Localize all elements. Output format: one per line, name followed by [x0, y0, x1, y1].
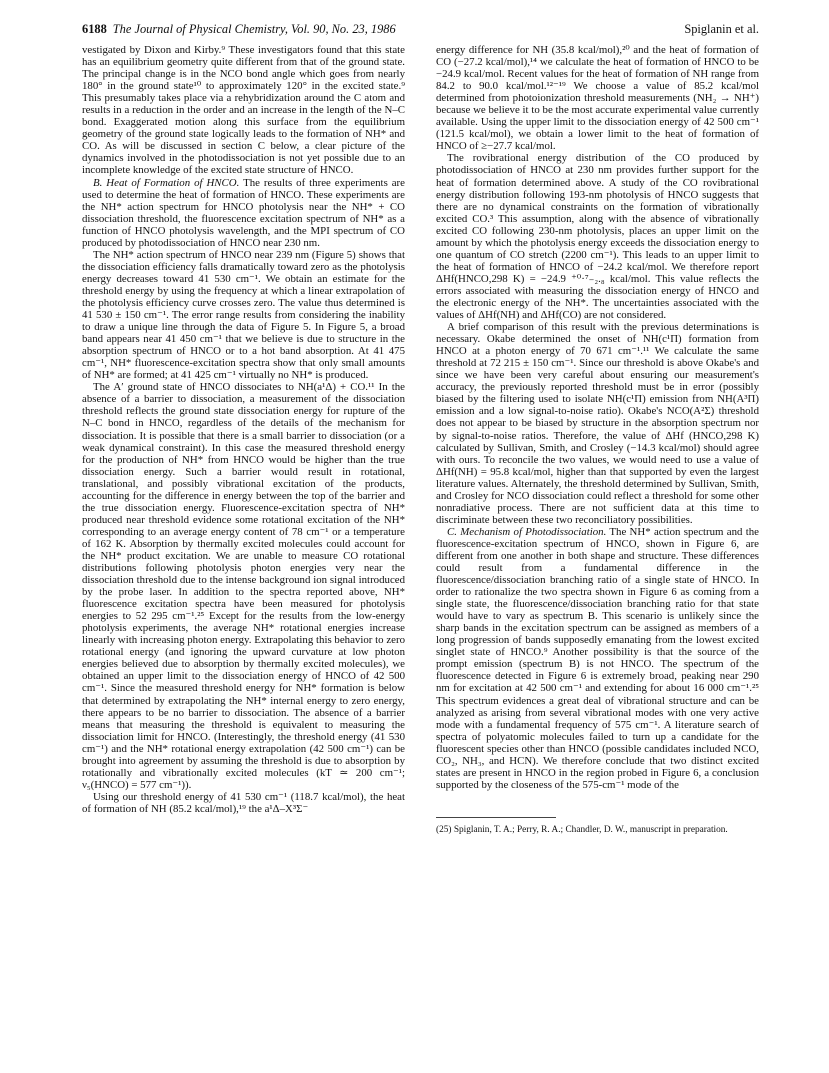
- paragraph-text: Using our threshold energy of 41 530 cm⁻¹ (118.7 kcal/mol), the heat of formation of NH (85.2 kcal/mol),¹⁹ the a¹Δ–X³Σ⁻: [82, 790, 405, 815]
- footnote-rule: [436, 817, 556, 822]
- paragraph-text: The A′ ground state of HNCO dissociates to NH(a¹Δ) + CO.¹¹ In the absence of a barrier to dissociation, a measurement of the dissociation threshold reflects the ground state dissociation energy for rupture of the N–C bond in HNCO, regardless of the details of the mechanism for dissociation. It is possible that there is a small barrier to dissociation (or a weak dynamical constraint). In this case the measured threshold energy for the production of NH* from HNCO would be higher than the true dissociation energy. Such a barrier would result in rotational, translational, and possibly vibrational excitation of the products, accounting for the difference in energy between the top of the barrier and the true dissociation energy. Fluorescence-excitation spectra of NH* produced near threshold evidence some rotational excitation of the NH* corresponding to an average energy content of 78 cm⁻¹ or a temperature of 162 K. Absorption by thermally excited molecules could account for the NH* product excitation. We are unable to measure CO rotational distributions following photolysis photon energies very near the dissociation threshold due to the intense background ion signal introduced by the probe laser. In addition to the spectra reported above, NH* fluorescence excitation spectra have been measured for photolysis energies to 52 295 cm⁻¹.²⁵ Except for the results from the low-energy photolysis experiments, the average NH* rotational energies increase linearly with increasing photon energy. Extrapolating this behavior to zero rotational energy (and ignoring the upward curvature at low photon energies believed due to absorption by thermally excited molecules), we obtained an upper limit to the dissociation energy of HNCO of 42 500 cm⁻¹. Since the measured threshold energy for NH* formation is below that determined by extrapolating the NH* internal energy to zero energy, there appears to be no barrier to dissociation. The absence of a barrier means that measuring the threshold is equivalent to measuring the dissociation limit for HNCO. (Interestingly, the threshold energy (41 530 cm⁻¹) and the NH* rotational energy extrapolation (42 500 cm⁻¹) can be brought into agreement by assuming the threshold is due to absorption by rotationally and vibrationally excited molecules (kT ≃ 200 cm⁻¹; ν₅(HNCO) = 577 cm⁻¹)).: [82, 381, 405, 791]
- right-column: [436, 44, 759, 835]
- paragraph: [436, 44, 759, 152]
- paragraph: [82, 381, 405, 791]
- paragraph-text: A brief comparison of this result with the previous determinations is necessary. Okabe determined the onset of NH(c¹Π) formation from HNCO at a photon energy of 70 671 cm⁻¹.¹¹ We calculate the same threshold at 72 215 ± 150 cm⁻¹. Since our threshold is above Okabe's and since we have been very careful about ensuring our measurement's accuracy, the previously reported threshold must be in error (possibly biased by the filtering used to isolate NH(c¹Π) emission from NH(A³Π) emission and a low signal-to-noise ratio). Okabe's NCO(A²Σ) threshold does not appear to be biased by structure in the absorption spectrum nor by signal-to-noise ratios. Therefore, the value of ΔHf (HNCO,298 K) calculated by Sullivan, Smith, and Crosley (−14.3 kcal/mol) should agree with ours. To reconcile the two values, we would need to use a value of ΔHf(NH) = 95.8 kcal/mol, higher than that supported by even the largest literature values. Alternately, the threshold determined by Sullivan, Smith, and Crosley for NCO dissociation could reflect a threshold for some other nonradiative process. There are not sufficient data at this time to discriminate between these two reconciliatory possibilities.: [436, 321, 759, 526]
- paragraph: [436, 321, 759, 526]
- running-authors: Spiglanin et al.: [684, 22, 759, 36]
- paragraph-text: vestigated by Dixon and Kirby.⁹ These investigators found that this state has an equilibrium geometry quite different from that of the ground state. The principal change is in the NCO bond angle which goes from nearly 180° in the ground state¹⁰ to approximately 120° in the excited state.⁹ This presumably takes place via a rehybridization around the C atom and results in a reduction in the order and an increase in the length of the N–C bond. Exaggerated motion along this surface from the equilibrium geometry of the ground state logically leads to the formation of NH* and CO. As will be discussed in section C below, a clear picture of the dynamics involved in the photodissociation is not yet possible due to an incomplete knowledge of the excited state structure of HNCO.: [82, 44, 405, 177]
- paragraph-text: The NH* action spectrum and the fluorescence-excitation spectrum of HNCO, shown in Figure 6, are different from one another in both shape and structure. These differences could result from a fundamental difference in the fluorescence/dissociation branching ratio of a single state of HNCO. In order to rationalize the two spectra shown in Figure 6 as coming from a single state, the fluorescence/dissociation branching ratio for that state would have to vary as spectrum B. This scenario is unlikely since the sharp bands in the excitation spectrum can be assigned as members of a long progression of bands supposedly emanating from the lowest excited singlet state of HNCO.⁹ Another possibility is that the source of the prompt emission (spectrum B) is not HNCO. The spectrum of the fluorescence detected in Figure 6 is extremely broad, peaking near 290 nm for excitation at 42 500 cm⁻¹ and extending for about 16 000 cm⁻¹.²⁵ This spectrum evidences a great deal of vibrational structure and can be analyzed as arising from several vibrational modes with one very active mode with a fundamental frequency of 575 cm⁻¹. A literature search of spectra of polyatomic molecules failed to turn up a candidate for the fluorescent species other than HNCO (possible candidates included NCO, CO₂, NH₃, and HCN). We therefore conclude that two distinct excited states are present in HNCO in the region probed in Figure 6, a conclusion supported by the closeness of the 575-cm⁻¹ mode of the: [436, 525, 759, 791]
- section-heading: B. Heat of Formation of HNCO.: [93, 176, 240, 189]
- paragraph-text: The NH* action spectrum of HNCO near 239 nm (Figure 5) shows that the dissociation efficiency falls dramatically toward zero as the photolysis energy decreases toward 41 530 cm⁻¹. We obtain an estimate for the threshold energy by using the frequency at which a linear extrapolation of the photolysis efficiency curve crosses zero. The value thus determined is 41 530 ± 150 cm⁻¹. The error range results from considering the inability to draw a unique line through the data of Figure 5. In Figure 5, a broad band appears near 41 450 cm⁻¹ that we believe is due to structure in the absorption spectrum of HNCO or to a hot band absorption. At 41 475 cm⁻¹, NH* fluorescence-excitation spectra show that only small amounts of NH* are formed; at 41 425 cm⁻¹ virtually no NH* is produced.: [82, 248, 405, 382]
- paragraph: [436, 152, 759, 321]
- header-left: [82, 22, 396, 37]
- footnote: (25) Spiglanin, T. A.; Perry, R. A.; Chandler, D. W., manuscript in preparation.: [436, 824, 728, 835]
- paragraph: [82, 249, 405, 382]
- paragraph-text: The rovibrational energy distribution of the CO produced by photodissociation of HNCO at 230 nm provides further support for the heat of formation determined above. A study of the CO rovibrational energy distribution following 193-nm photolysis of HNCO suggests that there are no dynamical constraints on the formation of vibrationally excited CO.³ This assumption, along with the absence of vibrationally excited CO following 230-nm photolysis, places an upper limit on the amount by which the photolysis energy exceeds the dissociation energy to one quantum of CO stretch (2200 cm⁻¹). This leads to an upper limit to the heat of formation of HNCO of −24.2 kcal/mol. We therefore report ΔHf(HNCO,298 K) = −24.9 ⁺⁰·⁷₋₂.₈ kcal/mol. This value reflects the errors associated with measuring the dissociation energy of HNCO and the electronic energy of the NH*. The uncertainties associated with the values of ΔHf(NH) and ΔHf(CO) are not considered.: [436, 152, 759, 322]
- paragraph-text: The results of three experiments are used to determine the heat of formation of HNCO. These experiments are the NH* action spectrum for HNCO photolysis near the NH* + CO dissociation threshold, the fluorescence excitation spectrum of NH* as a function of HNCO photolysis wavelength, and the MPI spectrum of CO produced by photodissociation of HNCO near 230 nm.: [82, 176, 405, 249]
- paragraph: [436, 526, 759, 791]
- paragraph: [82, 177, 405, 249]
- paragraph-text: energy difference for NH (35.8 kcal/mol),²⁰ and the heat of formation of CO (−27.2 kcal/mol),¹⁴ we calculate the heat of formation of HNCO to be −24.9 kcal/mol. Recent values for the heat of formation of NH range from 84.2 to 90.0 kcal/mol.¹²⁻¹⁹ We choose a value of 85.2 kcal/mol determined from photoionization threshold measurements (NH₂ → NH⁺) because we believe it to be the most accurate experimental value currently available. Using the upper limit to the dissociation energy of 42 500 cm⁻¹ (121.5 kcal/mol), we obtain a lower limit to the heat of formation of HNCO of ≥−27.7 kcal/mol.: [436, 44, 759, 153]
- running-header: [82, 22, 759, 40]
- paragraph: [82, 44, 405, 177]
- paragraph: [82, 791, 405, 815]
- journal-citation: The Journal of Physical Chemistry, Vol. 90, No. 23, 1986: [112, 22, 396, 36]
- left-column: [82, 44, 405, 835]
- section-heading: C. Mechanism of Photodissociation.: [447, 525, 607, 538]
- page-number: 6188: [82, 22, 107, 36]
- body-columns: [82, 44, 759, 835]
